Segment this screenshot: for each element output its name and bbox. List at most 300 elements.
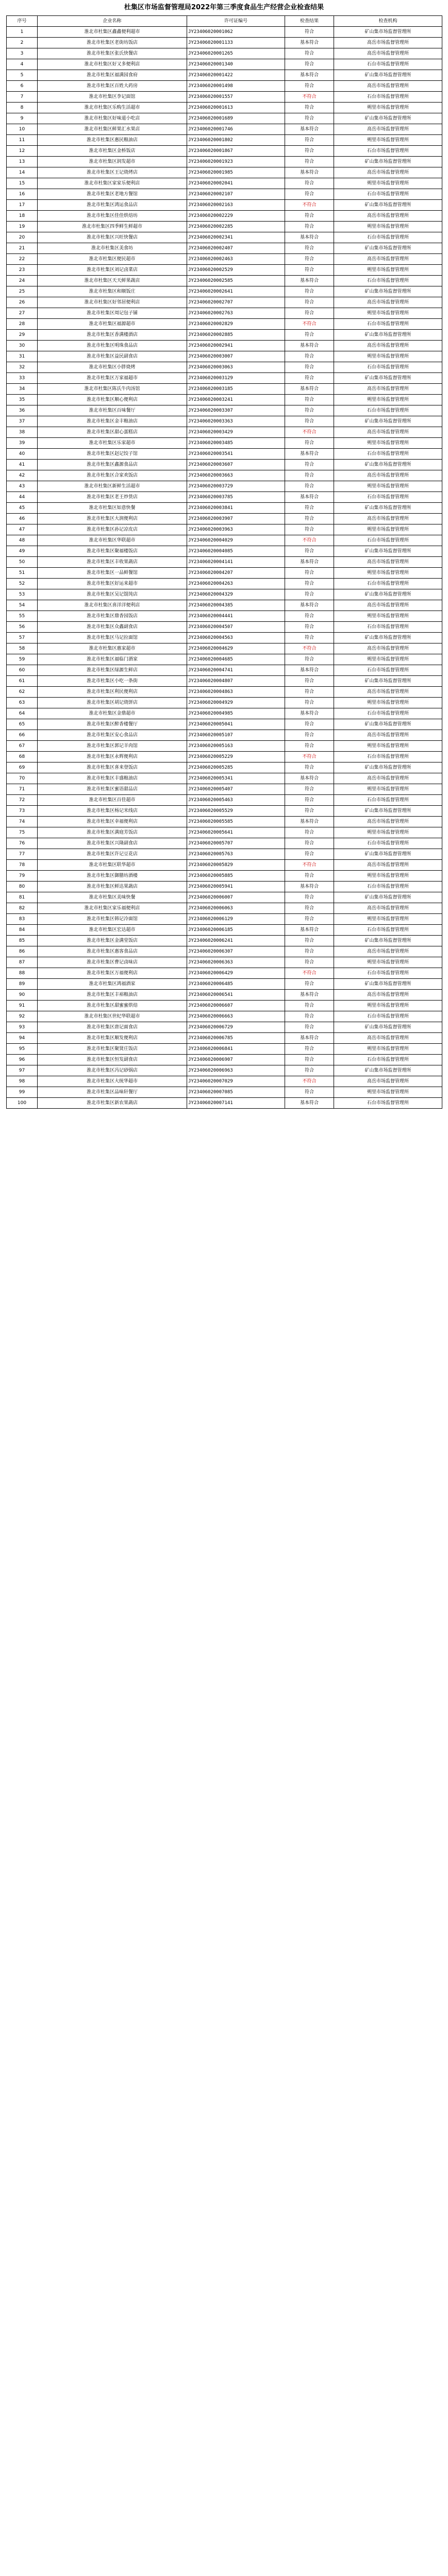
cell-inspection-org: 高岳市场监督管理所 xyxy=(334,297,442,308)
cell-inspection-result: 符合 xyxy=(285,1001,334,1011)
cell-company-name: 淮北市杜集区和顺饭庄 xyxy=(38,286,187,297)
table-row xyxy=(7,178,442,189)
cell-no: 91 xyxy=(7,1001,38,1011)
cell-inspection-result: 基本符合 xyxy=(285,384,334,395)
cell-inspection-org: 石台市场监督管理所 xyxy=(334,92,442,103)
cell-no: 62 xyxy=(7,687,38,698)
cell-no: 69 xyxy=(7,762,38,773)
cell-inspection-result: 基本符合 xyxy=(285,925,334,936)
cell-inspection-org: 朔里市场监督管理所 xyxy=(334,351,442,362)
cell-company-name: 淮北市杜集区老地方餐馆 xyxy=(38,189,187,200)
table-row xyxy=(7,308,442,319)
cell-no: 6 xyxy=(7,81,38,92)
cell-inspection-result: 基本符合 xyxy=(285,990,334,1001)
cell-license-number: JY23406020001867 xyxy=(187,146,285,157)
cell-no: 46 xyxy=(7,514,38,524)
cell-inspection-result: 符合 xyxy=(285,1044,334,1055)
cell-company-name: 淮北市杜集区丰盛粮油店 xyxy=(38,773,187,784)
cell-license-number: JY23406020006241 xyxy=(187,936,285,946)
cell-inspection-org: 石台市场监督管理所 xyxy=(334,405,442,416)
table-row xyxy=(7,200,442,211)
cell-inspection-result: 符合 xyxy=(285,568,334,579)
table-row xyxy=(7,871,442,882)
table-row xyxy=(7,362,442,373)
cell-inspection-org: 朔里市场监督管理所 xyxy=(334,871,442,882)
cell-company-name: 淮北市杜集区品味轩餐厅 xyxy=(38,1087,187,1098)
table-row xyxy=(7,395,442,405)
table-row xyxy=(7,773,442,784)
cell-inspection-result: 符合 xyxy=(285,914,334,925)
cell-inspection-org: 高岳市场监督管理所 xyxy=(334,514,442,524)
table-row xyxy=(7,243,442,254)
cell-company-name: 淮北市杜集区曹记卤味店 xyxy=(38,957,187,968)
cell-company-name: 淮北市杜集区新农果蔬店 xyxy=(38,1098,187,1109)
cell-no: 49 xyxy=(7,546,38,557)
cell-inspection-result: 不符合 xyxy=(285,752,334,762)
cell-license-number: JY23406020004329 xyxy=(187,589,285,600)
cell-inspection-result: 符合 xyxy=(285,1087,334,1098)
cell-no: 15 xyxy=(7,178,38,189)
cell-no: 84 xyxy=(7,925,38,936)
cell-company-name: 淮北市杜集区乐购生活超市 xyxy=(38,103,187,113)
cell-inspection-result: 符合 xyxy=(285,784,334,795)
cell-license-number: JY23406020005163 xyxy=(187,741,285,752)
cell-company-name: 淮北市杜集区鲜达果蔬店 xyxy=(38,882,187,892)
cell-inspection-org: 石台市场监督管理所 xyxy=(334,232,442,243)
cell-no: 63 xyxy=(7,698,38,708)
cell-company-name: 淮北市杜集区万福便利店 xyxy=(38,968,187,979)
cell-no: 44 xyxy=(7,492,38,503)
cell-inspection-result: 符合 xyxy=(285,903,334,914)
cell-inspection-org: 高岳市场监督管理所 xyxy=(334,946,442,957)
cell-inspection-org: 石台市场监督管理所 xyxy=(334,276,442,286)
cell-inspection-result: 符合 xyxy=(285,103,334,113)
table-row xyxy=(7,589,442,600)
cell-company-name: 淮北市杜集区四季鲜生鲜超市 xyxy=(38,222,187,232)
cell-license-number: JY23406020004441 xyxy=(187,611,285,622)
cell-license-number: JY23406020003429 xyxy=(187,427,285,438)
cell-license-number: JY23406020001985 xyxy=(187,167,285,178)
cell-no: 33 xyxy=(7,373,38,384)
cell-inspection-org: 朔里市场监督管理所 xyxy=(334,178,442,189)
table-row xyxy=(7,676,442,687)
cell-inspection-org: 矿山集市场监督管理所 xyxy=(334,286,442,297)
cell-inspection-result: 符合 xyxy=(285,254,334,265)
cell-inspection-org: 石台市场监督管理所 xyxy=(334,1011,442,1022)
cell-license-number: JY23406020002529 xyxy=(187,265,285,276)
cell-no: 82 xyxy=(7,903,38,914)
cell-license-number: JY23406020006007 xyxy=(187,892,285,903)
table-row xyxy=(7,1011,442,1022)
cell-company-name: 淮北市杜集区赵记饺子馆 xyxy=(38,449,187,460)
cell-inspection-result: 基本符合 xyxy=(285,276,334,286)
cell-inspection-org: 高岳市场监督管理所 xyxy=(334,903,442,914)
cell-no: 58 xyxy=(7,643,38,654)
cell-inspection-result: 基本符合 xyxy=(285,124,334,135)
cell-inspection-result: 符合 xyxy=(285,373,334,384)
cell-license-number: JY23406020001613 xyxy=(187,103,285,113)
cell-inspection-result: 不符合 xyxy=(285,535,334,546)
cell-company-name: 淮北市杜集区顺发便利店 xyxy=(38,1033,187,1044)
table-row xyxy=(7,113,442,124)
cell-company-name: 淮北市杜集区便民超市 xyxy=(38,254,187,265)
cell-inspection-result: 基本符合 xyxy=(285,70,334,81)
cell-license-number: JY23406020007085 xyxy=(187,1087,285,1098)
table-row xyxy=(7,157,442,167)
cell-inspection-org: 朔里市场监督管理所 xyxy=(334,1087,442,1098)
cell-inspection-org: 朔里市场监督管理所 xyxy=(334,438,442,449)
cell-license-number: JY23406020005529 xyxy=(187,806,285,817)
cell-company-name: 淮北市杜集区安心食品店 xyxy=(38,730,187,741)
cell-license-number: JY23406020003907 xyxy=(187,514,285,524)
cell-inspection-org: 矿山集市场监督管理所 xyxy=(334,1065,442,1076)
table-row xyxy=(7,903,442,914)
cell-no: 79 xyxy=(7,871,38,882)
cell-license-number: JY23406020005585 xyxy=(187,817,285,827)
cell-inspection-org: 石台市场监督管理所 xyxy=(334,665,442,676)
cell-license-number: JY23406020004507 xyxy=(187,622,285,633)
cell-inspection-result: 符合 xyxy=(285,211,334,222)
table-row xyxy=(7,1098,442,1109)
cell-inspection-org: 石台市场监督管理所 xyxy=(334,795,442,806)
cell-inspection-result: 符合 xyxy=(285,189,334,200)
cell-inspection-result: 符合 xyxy=(285,27,334,38)
cell-inspection-org: 矿山集市场监督管理所 xyxy=(334,936,442,946)
cell-inspection-org: 矿山集市场监督管理所 xyxy=(334,373,442,384)
cell-company-name: 淮北市杜集区许记豆花店 xyxy=(38,849,187,860)
cell-company-name: 淮北市杜集区刘记卤菜店 xyxy=(38,265,187,276)
cell-company-name: 淮北市杜集区金丰粮油店 xyxy=(38,416,187,427)
cell-inspection-result: 符合 xyxy=(285,622,334,633)
table-row xyxy=(7,265,442,276)
cell-inspection-result: 基本符合 xyxy=(285,167,334,178)
cell-no: 47 xyxy=(7,524,38,535)
cell-inspection-result: 不符合 xyxy=(285,92,334,103)
table-row xyxy=(7,546,442,557)
cell-no: 19 xyxy=(7,222,38,232)
cell-company-name: 淮北市杜集区世纪华联超市 xyxy=(38,1011,187,1022)
cell-no: 25 xyxy=(7,286,38,297)
cell-inspection-org: 石台市场监督管理所 xyxy=(334,1055,442,1065)
table-row xyxy=(7,654,442,665)
cell-company-name: 淮北市杜集区好运来超市 xyxy=(38,579,187,589)
cell-no: 39 xyxy=(7,438,38,449)
cell-company-name: 淮北市杜集区大润便利店 xyxy=(38,514,187,524)
table-row xyxy=(7,297,442,308)
table-row xyxy=(7,687,442,698)
cell-no: 41 xyxy=(7,460,38,470)
cell-inspection-result: 基本符合 xyxy=(285,492,334,503)
table-row xyxy=(7,232,442,243)
cell-license-number: JY23406020001422 xyxy=(187,70,285,81)
cell-company-name: 淮北市杜集区张氏快餐店 xyxy=(38,48,187,59)
table-row xyxy=(7,979,442,990)
cell-inspection-org: 朔里市场监督管理所 xyxy=(334,481,442,492)
cell-license-number: JY23406020005885 xyxy=(187,871,285,882)
cell-inspection-org: 矿山集市场监督管理所 xyxy=(334,27,442,38)
cell-license-number: JY23406020004629 xyxy=(187,643,285,654)
cell-no: 51 xyxy=(7,568,38,579)
table-row xyxy=(7,189,442,200)
cell-no: 40 xyxy=(7,449,38,460)
cell-company-name: 淮北市杜集区好邻居便利店 xyxy=(38,297,187,308)
table-row xyxy=(7,968,442,979)
cell-inspection-org: 矿山集市场监督管理所 xyxy=(334,503,442,514)
cell-no: 85 xyxy=(7,936,38,946)
table-row xyxy=(7,438,442,449)
cell-no: 13 xyxy=(7,157,38,167)
cell-license-number: JY23406020001923 xyxy=(187,157,285,167)
cell-license-number: JY23406020004807 xyxy=(187,676,285,687)
cell-company-name: 淮北市杜集区陈氏牛肉汤馆 xyxy=(38,384,187,395)
cell-no: 24 xyxy=(7,276,38,286)
cell-inspection-org: 石台市场监督管理所 xyxy=(334,146,442,157)
cell-no: 80 xyxy=(7,882,38,892)
table-row xyxy=(7,211,442,222)
cell-company-name: 淮北市杜集区佳佳烘焙坊 xyxy=(38,211,187,222)
table-row xyxy=(7,1001,442,1011)
cell-no: 28 xyxy=(7,319,38,330)
cell-inspection-result: 基本符合 xyxy=(285,341,334,351)
cell-company-name: 淮北市杜集区吴记馄饨店 xyxy=(38,589,187,600)
cell-inspection-org: 高岳市场监督管理所 xyxy=(334,860,442,871)
cell-inspection-result: 符合 xyxy=(285,1011,334,1022)
table-row xyxy=(7,838,442,849)
cell-company-name: 淮北市杜集区新鲜生活超市 xyxy=(38,481,187,492)
cell-no: 4 xyxy=(7,59,38,70)
cell-company-name: 淮北市杜集区郭记羊肉馆 xyxy=(38,741,187,752)
cell-no: 76 xyxy=(7,838,38,849)
cell-inspection-org: 矿山集市场监督管理所 xyxy=(334,1022,442,1033)
cell-inspection-result: 基本符合 xyxy=(285,665,334,676)
cell-license-number: JY23406020006907 xyxy=(187,1055,285,1065)
cell-license-number: JY23406020003129 xyxy=(187,373,285,384)
cell-inspection-result: 符合 xyxy=(285,481,334,492)
cell-license-number: JY23406020002707 xyxy=(187,297,285,308)
cell-company-name: 淮北市杜集区乐家超市 xyxy=(38,438,187,449)
table-row xyxy=(7,925,442,936)
cell-inspection-result: 符合 xyxy=(285,222,334,232)
cell-no: 17 xyxy=(7,200,38,211)
cell-inspection-org: 石台市场监督管理所 xyxy=(334,708,442,719)
cell-inspection-org: 朔里市场监督管理所 xyxy=(334,308,442,319)
cell-inspection-org: 石台市场监督管理所 xyxy=(334,622,442,633)
table-row xyxy=(7,600,442,611)
cell-no: 73 xyxy=(7,806,38,817)
cell-inspection-org: 高岳市场监督管理所 xyxy=(334,687,442,698)
table-row xyxy=(7,460,442,470)
cell-license-number: JY23406020001802 xyxy=(187,135,285,146)
cell-company-name: 淮北市杜集区鸿运食品店 xyxy=(38,200,187,211)
cell-license-number: JY23406020006363 xyxy=(187,957,285,968)
table-row xyxy=(7,1065,442,1076)
cell-inspection-result: 符合 xyxy=(285,1065,334,1076)
cell-inspection-result: 基本符合 xyxy=(285,708,334,719)
cell-inspection-org: 朔里市场监督管理所 xyxy=(334,741,442,752)
cell-company-name: 淮北市杜集区老街坊饭店 xyxy=(38,38,187,48)
cell-company-name: 淮北市杜集区鑫源食品店 xyxy=(38,460,187,470)
cell-no: 20 xyxy=(7,232,38,243)
cell-inspection-org: 矿山集市场监督管理所 xyxy=(334,157,442,167)
cell-license-number: JY23406020004741 xyxy=(187,665,285,676)
cell-inspection-result: 基本符合 xyxy=(285,773,334,784)
cell-license-number: JY23406020004563 xyxy=(187,633,285,643)
cell-inspection-result: 符合 xyxy=(285,351,334,362)
cell-license-number: JY23406020003007 xyxy=(187,351,285,362)
cell-inspection-result: 符合 xyxy=(285,892,334,903)
cell-inspection-result: 不符合 xyxy=(285,319,334,330)
cell-inspection-org: 矿山集市场监督管理所 xyxy=(334,762,442,773)
cell-inspection-result: 符合 xyxy=(285,838,334,849)
cell-inspection-org: 矿山集市场监督管理所 xyxy=(334,676,442,687)
table-row xyxy=(7,892,442,903)
cell-no: 68 xyxy=(7,752,38,762)
cell-inspection-org: 矿山集市场监督管理所 xyxy=(334,243,442,254)
cell-inspection-org: 朔里市场监督管理所 xyxy=(334,265,442,276)
cell-inspection-result: 符合 xyxy=(285,741,334,752)
cell-license-number: JY23406020002107 xyxy=(187,189,285,200)
cell-inspection-result: 符合 xyxy=(285,654,334,665)
cell-inspection-org: 朔里市场监督管理所 xyxy=(334,1001,442,1011)
table-row xyxy=(7,405,442,416)
table-row xyxy=(7,946,442,957)
cell-company-name: 淮北市杜集区小吃一条街 xyxy=(38,676,187,687)
cell-license-number: JY23406020001746 xyxy=(187,124,285,135)
cell-company-name: 淮北市杜集区香满楼酒店 xyxy=(38,330,187,341)
cell-company-name: 淮北市杜集区大统华超市 xyxy=(38,1076,187,1087)
table-row xyxy=(7,708,442,719)
cell-license-number: JY23406020003241 xyxy=(187,395,285,405)
cell-no: 88 xyxy=(7,968,38,979)
cell-license-number: JY23406020004385 xyxy=(187,600,285,611)
cell-inspection-org: 朔里市场监督管理所 xyxy=(334,611,442,622)
table-row xyxy=(7,503,442,514)
cell-inspection-result: 符合 xyxy=(285,330,334,341)
cell-inspection-result: 符合 xyxy=(285,676,334,687)
document-title: 杜集区市场监督管理局2022年第三季度食品生产经营企业检查结果 xyxy=(124,4,324,11)
cell-company-name: 淮北市杜集区老王炒货店 xyxy=(38,492,187,503)
inspection-results-table xyxy=(6,15,442,1109)
table-row xyxy=(7,27,442,38)
cell-license-number: JY23406020003063 xyxy=(187,362,285,373)
table-row xyxy=(7,990,442,1001)
cell-license-number: JY23406020002407 xyxy=(187,243,285,254)
cell-inspection-result: 符合 xyxy=(285,827,334,838)
cell-company-name: 淮北市杜集区惠家超市 xyxy=(38,643,187,654)
cell-license-number: JY23406020007029 xyxy=(187,1076,285,1087)
cell-no: 93 xyxy=(7,1022,38,1033)
cell-inspection-org: 石台市场监督管理所 xyxy=(334,1098,442,1109)
table-body xyxy=(7,27,442,1109)
cell-inspection-org: 矿山集市场监督管理所 xyxy=(334,416,442,427)
cell-company-name: 淮北市杜集区鼎香园饭店 xyxy=(38,611,187,622)
cell-inspection-org: 高岳市场监督管理所 xyxy=(334,730,442,741)
table-row xyxy=(7,427,442,438)
cell-inspection-org: 高岳市场监督管理所 xyxy=(334,211,442,222)
cell-inspection-org: 矿山集市场监督管理所 xyxy=(334,849,442,860)
cell-company-name: 淮北市杜集区百姓大药房 xyxy=(38,81,187,92)
cell-company-name: 淮北市杜集区永辉便利店 xyxy=(38,752,187,762)
cell-inspection-org: 石台市场监督管理所 xyxy=(334,319,442,330)
table-row xyxy=(7,1087,442,1098)
cell-inspection-org: 高岳市场监督管理所 xyxy=(334,427,442,438)
cell-license-number: JY23406020001265 xyxy=(187,48,285,59)
cell-no: 92 xyxy=(7,1011,38,1022)
cell-license-number: JY23406020003841 xyxy=(187,503,285,514)
cell-inspection-org: 高岳市场监督管理所 xyxy=(334,643,442,654)
cell-inspection-org: 矿山集市场监督管理所 xyxy=(334,979,442,990)
cell-inspection-org: 高岳市场监督管理所 xyxy=(334,1033,442,1044)
cell-company-name: 淮北市杜集区孙记凉皮店 xyxy=(38,524,187,535)
table-row xyxy=(7,222,442,232)
cell-license-number: JY23406020006185 xyxy=(187,925,285,936)
cell-inspection-org: 朔里市场监督管理所 xyxy=(334,654,442,665)
cell-license-number: JY23406020002763 xyxy=(187,308,285,319)
cell-license-number: JY23406020002829 xyxy=(187,319,285,330)
table-row xyxy=(7,611,442,622)
cell-company-name: 淮北市杜集区唐记面食店 xyxy=(38,1022,187,1033)
cell-license-number: JY23406020003963 xyxy=(187,524,285,535)
cell-no: 94 xyxy=(7,1033,38,1044)
table-row xyxy=(7,762,442,773)
cell-inspection-result: 符合 xyxy=(285,81,334,92)
cell-inspection-result: 基本符合 xyxy=(285,557,334,568)
cell-company-name: 淮北市杜集区联华超市 xyxy=(38,860,187,871)
cell-license-number: JY23406020004685 xyxy=(187,654,285,665)
cell-company-name: 淮北市杜集区小胖烧烤 xyxy=(38,362,187,373)
cell-inspection-org: 矿山集市场监督管理所 xyxy=(334,70,442,81)
cell-license-number: JY23406020002641 xyxy=(187,286,285,297)
cell-company-name: 淮北市杜集区聚贤庄饭店 xyxy=(38,1044,187,1055)
cell-inspection-result: 符合 xyxy=(285,59,334,70)
cell-company-name: 淮北市杜集区益民副食店 xyxy=(38,351,187,362)
cell-license-number: JY23406020006307 xyxy=(187,946,285,957)
cell-license-number: JY23406020002941 xyxy=(187,341,285,351)
cell-inspection-result: 符合 xyxy=(285,146,334,157)
cell-inspection-result: 符合 xyxy=(285,946,334,957)
table-row xyxy=(7,254,442,265)
cell-inspection-result: 不符合 xyxy=(285,427,334,438)
cell-license-number: JY23406020005229 xyxy=(187,752,285,762)
cell-inspection-org: 朔里市场监督管理所 xyxy=(334,222,442,232)
cell-inspection-result: 符合 xyxy=(285,460,334,470)
cell-license-number: JY23406020005829 xyxy=(187,860,285,871)
table-row xyxy=(7,470,442,481)
cell-license-number: JY23406020001557 xyxy=(187,92,285,103)
table-row xyxy=(7,817,442,827)
cell-no: 77 xyxy=(7,849,38,860)
cell-license-number: JY23406020006541 xyxy=(187,990,285,1001)
cell-license-number: JY23406020006729 xyxy=(187,1022,285,1033)
cell-no: 30 xyxy=(7,341,38,351)
cell-inspection-org: 矿山集市场监督管理所 xyxy=(334,330,442,341)
cell-license-number: JY23406020003785 xyxy=(187,492,285,503)
column-header-result: 检查结果 xyxy=(285,16,334,27)
cell-company-name: 淮北市杜集区胡记烧饼店 xyxy=(38,698,187,708)
table-row xyxy=(7,1033,442,1044)
cell-license-number: JY23406020004263 xyxy=(187,579,285,589)
cell-license-number: JY23406020002041 xyxy=(187,178,285,189)
cell-no: 5 xyxy=(7,70,38,81)
table-row xyxy=(7,622,442,633)
cell-company-name: 淮北市杜集区福源超市 xyxy=(38,319,187,330)
table-row xyxy=(7,276,442,286)
cell-inspection-org: 朔里市场监督管理所 xyxy=(334,914,442,925)
cell-inspection-org: 矿山集市场监督管理所 xyxy=(334,113,442,124)
cell-license-number: JY23406020006841 xyxy=(187,1044,285,1055)
column-header-license: 许可证编号 xyxy=(187,16,285,27)
cell-inspection-result: 符合 xyxy=(285,806,334,817)
